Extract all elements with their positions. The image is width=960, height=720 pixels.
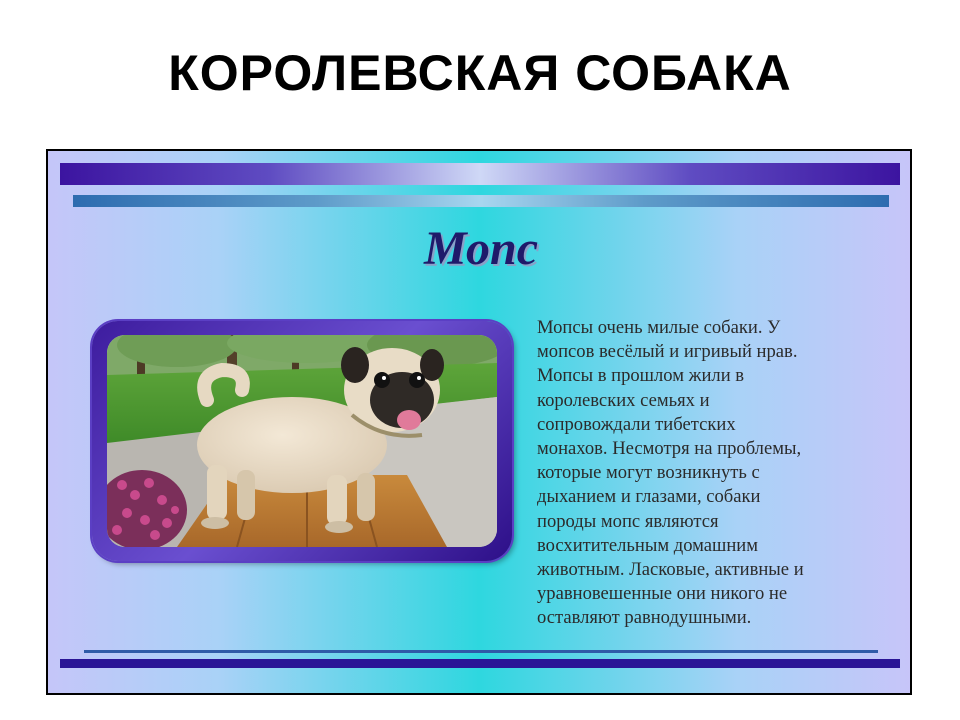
- pug-photo: [107, 335, 497, 547]
- description-line: породы мопс являются: [537, 510, 719, 532]
- slide-heading: Мопс: [424, 222, 538, 275]
- slide: [46, 149, 912, 695]
- description-text: [537, 316, 897, 631]
- page-title: КОРОЛЕВСКАЯ СОБАКА: [168, 45, 792, 101]
- top-decorative-stripe: [73, 195, 889, 207]
- description-line: монахов. Несмотря на проблемы,: [537, 438, 802, 460]
- description-line: животным. Ласковые, активные и: [537, 559, 804, 581]
- description-line: королевских семьях и: [537, 389, 710, 411]
- description-line: оставляют равнодушными.: [537, 607, 752, 629]
- top-decorative-bar: [60, 163, 900, 185]
- description-line: мопсов весёлый и игривый нрав.: [537, 341, 798, 363]
- description-line: восхитительным домашним: [537, 534, 759, 556]
- pug-illustration: [107, 335, 497, 547]
- bottom-decorative-bar: [60, 659, 900, 668]
- bottom-decorative-line: [84, 650, 878, 653]
- description-line: Мопсы в прошлом жили в: [537, 365, 745, 387]
- description-line: которые могут возникнуть с: [537, 462, 760, 484]
- description-line: сопровождали тибетских: [537, 413, 736, 435]
- description-line: дыханием и глазами, собаки: [537, 486, 761, 508]
- description-line: уравновешенные они никого не: [537, 583, 788, 605]
- photo-frame: [92, 321, 512, 561]
- description-line: Мопсы очень милые собаки. У: [537, 317, 781, 338]
